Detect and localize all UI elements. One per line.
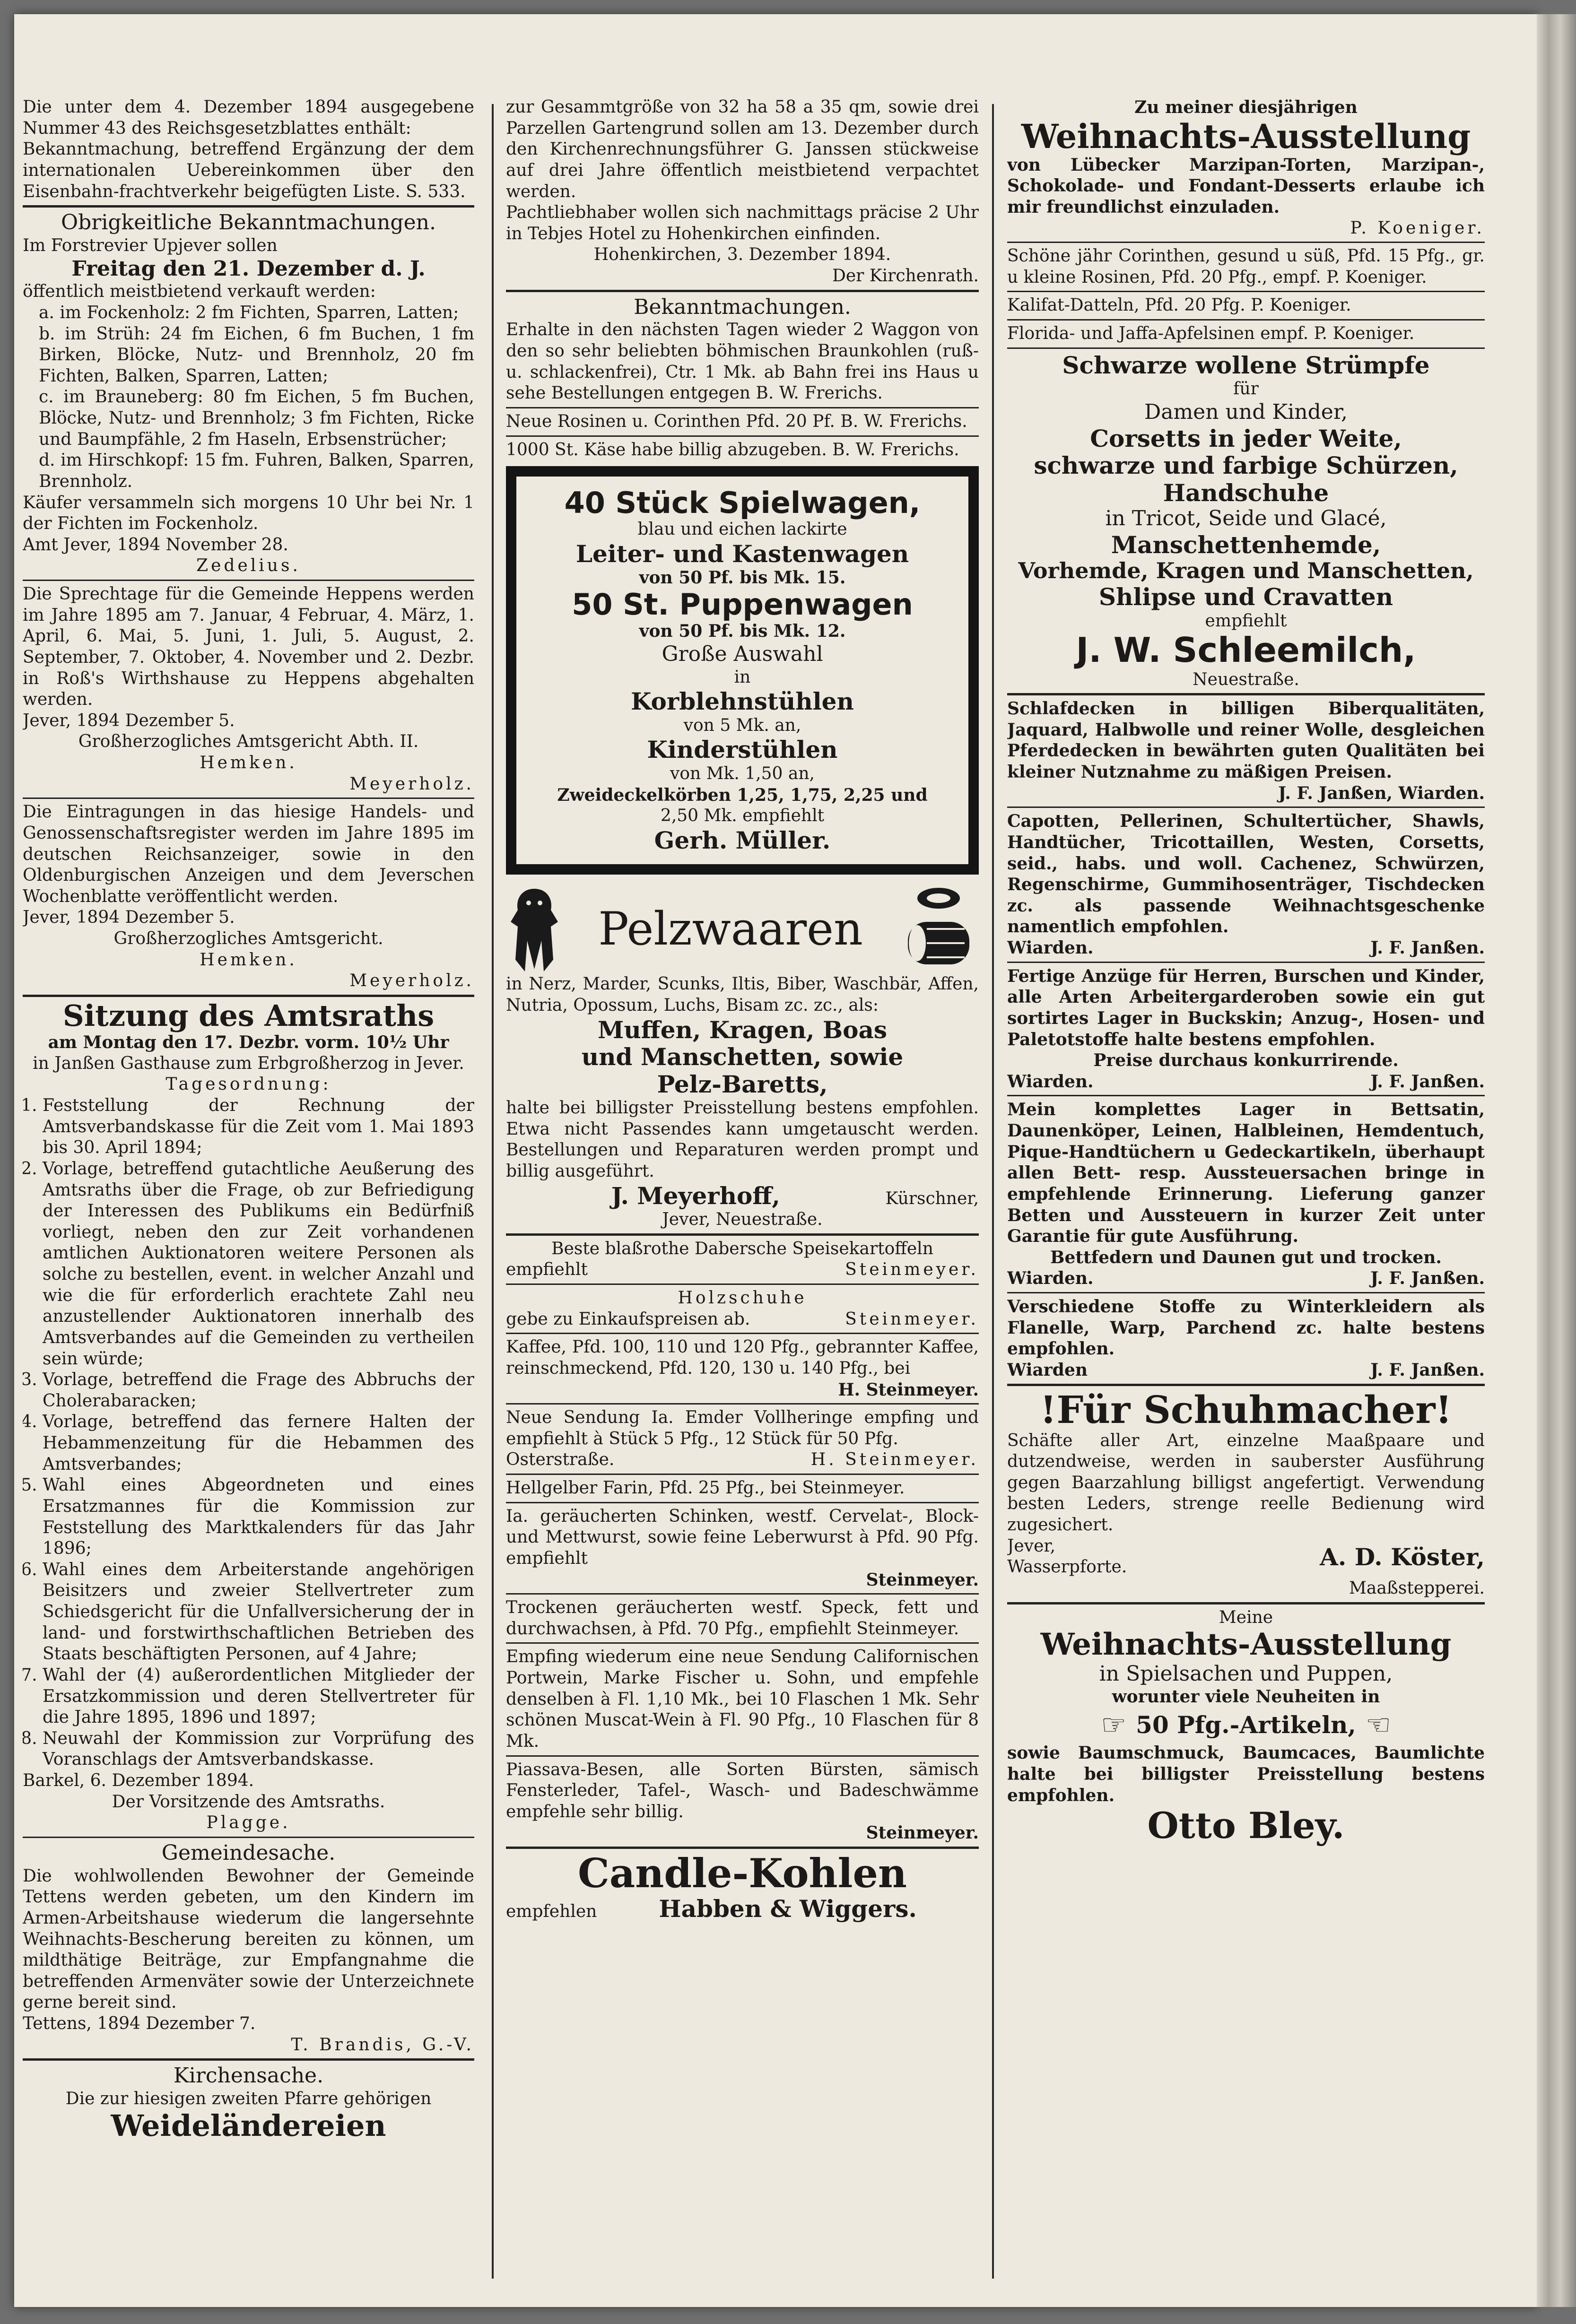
obr-meet: Käufer versammeln sich morgens 10 Uhr bei Nr. 1 der Fichten im Fockenholz.	[23, 493, 474, 534]
obr-item-list	[23, 303, 474, 493]
meyerhoff-address: Jever, Neuestraße.	[662, 1210, 823, 1230]
spielwagen-sub: blau und eichen lackirte	[637, 520, 847, 539]
schuhmacher-text: Schäfte aller Art, einzelne Maaßpaare und dutzendweise, werden in sauberster Ausführung gegen Baarzahlung billigst angefertigt. Verwendung besten Leders, strenge reelle Bedienung wird zugesichert.	[1007, 1431, 1485, 1535]
struempfe-headline: Schwarze wollene Strümpfe	[1062, 351, 1430, 379]
gemeindesache-place: Tettens, 1894 Dezember 7.	[23, 2014, 256, 2034]
janssen-sign-5: J. F. Janßen.	[1370, 1360, 1485, 1380]
sprechtage-sign-2: Meyerholz.	[349, 774, 474, 794]
koeniger-intro: Zu meiner diesjährigen	[1134, 97, 1358, 117]
stoffe-row	[1007, 1360, 1485, 1381]
janssen-sign-1: J. F. Janßen, Wiarden.	[1278, 783, 1485, 803]
eintragungen-sign-1: Hemken.	[200, 950, 297, 970]
weide-continuation: zur Gesammtgröße von 32 ha 58 a 35 qm, sowie drei Parzellen Gartengrund sollen am 13. Dezember durch den Kirchenrechnungsführer G. Janssen stückweise auf drei Jahre öffentlich meistbietend verpachtet werden.	[506, 97, 979, 201]
capotten-text: Capotten, Pellerinen, Schultertücher, Shawls, Handtücher, Tricottaillen, Westen, Corsetts, seid., habs. und woll. Cachenez, Schwürzen, Regenschirme, Gummihosenträger, Tischdecken zc. als passende Weihnachtsgeschenke namentlich empfohlen.	[1007, 811, 1485, 937]
bettfedern-text: Bettfedern und Daunen gut und trocken.	[1050, 1247, 1442, 1267]
handschuhe-material: in Tricot, Seide und Glacé,	[1105, 506, 1387, 531]
pelz-signature-row	[506, 1182, 979, 1210]
candle-kohlen-headline: Candle-Kohlen	[578, 1850, 907, 1897]
divider	[506, 407, 979, 408]
holzschuhe-text: gebe zu Einkaufspreisen ab.	[506, 1309, 750, 1329]
bley-neuheiten: worunter viele Neuheiten in	[1112, 1687, 1380, 1707]
schinken-text: Ia. geräucherten Schinken, westf. Cervelat-, Block- und Mettwurst, sowie feine Leberwurst à Pfd. 90 Pfg. empfiehlt	[506, 1506, 979, 1568]
korblehn-price: von 5 Mk. an,	[683, 715, 801, 735]
anzuege-place: Wiarden.	[1007, 1071, 1094, 1092]
anzuege-preise: Preise durchaus konkurrirende.	[1093, 1050, 1399, 1071]
obr-sign: Zedelius.	[196, 556, 301, 576]
divider	[23, 580, 474, 581]
page-edge	[1537, 14, 1576, 2307]
datteln-line: Kalifat-Datteln, Pfd. 20 Pfg. P. Koeniger.	[1007, 295, 1351, 315]
janssen-sign-2: J. F. Janßen.	[1370, 938, 1485, 958]
pelz-terms: halte bei billigster Preisstellung bestens empfohlen. Etwa nicht Passendes kann umgetauscht werden. Bestellungen und Reparaturen werden prompt und billig ausgeführt.	[506, 1098, 979, 1181]
kaffee-text: Kaffee, Pfd. 100, 110 und 120 Pfg., gebrannter Kaffee, reinschmeckend, Pfd. 120, 130 u. 140 Pfg., bei	[506, 1337, 979, 1378]
weide-pacht: Pachtliebhaber wollen sich nachmittags präcise 2 Uhr in Tebjes Hotel zu Hohenkirchen einfinden.	[506, 203, 979, 243]
gemeindesache-title: Gemeindesache.	[161, 1840, 336, 1865]
damen-kinder: Damen und Kinder,	[1144, 399, 1348, 424]
divider	[506, 1283, 979, 1285]
bettsatin-row	[1007, 1268, 1485, 1289]
bley-baumschmuck: sowie Baumschmuck, Baumcaces, Baumlichte halte bei billigster Preisstellung bestens empfohlen.	[1007, 1743, 1485, 1805]
divider	[23, 798, 474, 799]
korblehnstuehle-headline: Korblehnstühlen	[631, 687, 854, 716]
schlafdecken-text: Schlafdecken in billigen Biberqualitäten, Jaquard, Halbwolle und reiner Wolle, desgleichen Pferdedecken in bewährten guten Qualitäten bei kleiner Nutznahme zu mäßigen Preisen.	[1007, 699, 1485, 782]
schleemilch-address: Neuestraße.	[1193, 669, 1299, 689]
agenda-item: 1. Feststellung der Rechnung der Amtsverbandskasse für die Zeit vom 1. Mai 1893 bis 30. April 1894;	[43, 1095, 474, 1159]
section-title-obrigkeitliche: Obrigkeitliche Bekanntmachungen.	[61, 210, 436, 235]
anzuege-text: Fertige Anzüge für Herren, Burschen und Kinder, alle Arten Arbeitergarderoben sowie ein gut sortirtes Lager in Buckskin; Anzug-, Hosen- und Paletotstoffe halte bestens empfohlen.	[1007, 966, 1485, 1049]
habben-wiggers-sign: Habben & Wiggers.	[659, 1895, 917, 1923]
janssen-sign-3: J. F. Janßen.	[1370, 1071, 1485, 1092]
kirchensache-title: Kirchensache.	[173, 2064, 324, 2088]
column-rule	[492, 104, 494, 2279]
divider	[506, 290, 979, 292]
column-left	[23, 97, 474, 2262]
reichsgesetzblatt-notice	[23, 97, 474, 202]
obr-intro: öffentlich meistbietend verkauft werden:	[23, 282, 376, 302]
obr-item: c. im Brauneberg: 80 fm Eichen, 5 fm Buchen, Blöcke, Nutz- und Brennholz; 3 fm Fichten, Ricke und Baumpfähle, 2 fm Haseln, Erbsenstrücher;	[39, 387, 474, 449]
heringe-text: Neue Sendung Ia. Emder Vollheringe empfing und empfiehlt à Stück 5 Pfg., 12 Stück für 50 Pfg.	[506, 1408, 979, 1448]
speck-text: Trockenen geräucherten westf. Speck, fett und durchwachsen, à Pfd. 70 Pfg., empfiehlt Steinmeyer.	[506, 1598, 979, 1639]
divider	[506, 1642, 979, 1644]
divider	[506, 1403, 979, 1405]
divider	[506, 435, 979, 437]
fur-muff-icon	[898, 884, 979, 974]
agenda-item: 6. Wahl eines dem Arbeiterstande angehörigen Beisitzers und zweier Stellvertreter zum Schiedsgericht für die Unfallversicherung der in land- und forstwirthschaftlichen Betrieben des Staats beschäftigten Personen, auf 4 Jahre;	[43, 1560, 474, 1665]
amtsrath-when: am Montag den 17. Dezbr. vorm. 10½ Uhr	[48, 1032, 449, 1053]
divider	[506, 1593, 979, 1595]
rosinen-line: Neue Rosinen u. Corinthen Pfd. 20 Pf. B. W. Frerichs.	[506, 411, 967, 431]
amtsrath-chair: Der Vorsitzende des Amtsraths.	[112, 1792, 385, 1812]
koester-sign: A. D. Köster,	[1320, 1543, 1485, 1571]
manschettenhemde-headline: Manschettenhemde,	[1111, 530, 1381, 559]
stoffe-place: Wiarden	[1007, 1360, 1088, 1380]
meyerhoff-sign: J. Meyerhoff,	[611, 1181, 780, 1210]
divider	[1007, 693, 1485, 695]
obr-item: d. im Hirschkopf: 15 fm. Fuhren, Balken, Sparren, Brennholz.	[39, 451, 474, 491]
vorhemde-headline: Vorhemde, Kragen und Manschetten,	[1018, 558, 1474, 584]
koester-place: Jever,	[1007, 1536, 1056, 1556]
bley-spielsachen: in Spielsachen und Puppen,	[1099, 1661, 1393, 1686]
capotten-row	[1007, 937, 1485, 959]
koerbe-price: Zweideckelkörben 1,25, 1,75, 2,25 und	[557, 785, 928, 805]
sprechtage-court: Großherzogliches Amtsgericht Abth. II.	[78, 732, 419, 752]
schinken-sign: Steinmeyer.	[866, 1570, 979, 1590]
pelz-materials: in Nerz, Marder, Scunks, Iltis, Biber, Waschbär, Affen, Nutria, Opossum, Luchs, Bisam zc. zc., als:	[506, 974, 979, 1015]
divider	[506, 1333, 979, 1334]
divider	[1007, 319, 1485, 321]
pelzwaaren-title: Pelzwaaren	[598, 902, 863, 956]
sprechtage-sign-1: Hemken.	[200, 753, 297, 773]
puppenwagen-price: von 50 Pf. bis Mk. 12.	[639, 621, 846, 642]
koester-place-2: Wasserpforte.	[1007, 1557, 1127, 1577]
schleemilch-sign: J. W. Schleemilch,	[1076, 630, 1416, 670]
obr-date: Freitag den 21. Dezember d. J.	[71, 256, 426, 281]
eintragungen-court: Großherzogliches Amtsgericht.	[113, 929, 383, 949]
agenda-item: 8. Neuwahl der Kommission zur Vorprüfung des Voranschlags der Amtsverbandskasse.	[43, 1728, 474, 1770]
divider	[506, 1233, 979, 1236]
schuerzen-headline: schwarze und farbige Schürzen,	[1034, 451, 1458, 480]
heringe-address: Osterstraße.	[506, 1450, 615, 1470]
capotten-place: Wiarden.	[1007, 938, 1094, 958]
bley-sign: Otto Bley.	[1147, 1804, 1345, 1847]
reichs-line-2: Bekanntmachung, betreffend Ergänzung der dem internationalen Uebereinkommen über den Eisenbahn-frachtverkehr beigefügten Liste. S. 533.	[23, 139, 474, 201]
pointing-hand-left-icon: ☞	[1365, 1708, 1391, 1742]
pelz-header	[506, 884, 979, 974]
farin-text: Hellgelber Farin, Pfd. 25 Pfg., bei Steinmeyer.	[506, 1478, 905, 1498]
kirchensache-sub: Die zur hiesigen zweiten Pfarre gehörigen	[65, 2089, 432, 2109]
divider	[1007, 1602, 1485, 1604]
kinderstuehle-price: von Mk. 1,50 an,	[670, 763, 815, 783]
obr-place: Amt Jever, 1894 November 28.	[23, 535, 288, 555]
besen-text: Piassava-Besen, alle Sorten Bürsten, sämisch Fensterleder, Tafel-, Wasch- und Badeschwämme empfehle sehr billig.	[506, 1760, 979, 1821]
pelz-headline-1: Muffen, Kragen, Boas	[597, 1015, 887, 1044]
holzschuhe-sign: Steinmeyer.	[845, 1309, 979, 1329]
newspaper-page	[14, 14, 1537, 2307]
reichs-line-1: Die unter dem 4. Dezember 1894 ausgegebene Nummer 43 des Reichsgesetzblattes enthält:	[23, 97, 474, 138]
bekanntmachungen-title: Bekanntmachungen.	[634, 295, 851, 319]
gemeindesache-sign: T. Brandis, G.-V.	[291, 2035, 474, 2055]
kartoffeln-empfiehlt: empfiehlt	[506, 1260, 588, 1280]
anzuege-row	[1007, 1071, 1485, 1093]
apfelsinen-line: Florida- und Jaffa-Apfelsinen empf. P. Koeniger.	[1007, 324, 1415, 343]
schuhmacher-headline: !Für Schuhmacher!	[1040, 1387, 1452, 1432]
corsetts-headline: Corsetts in jeder Weite,	[1090, 424, 1402, 452]
koester-row	[1007, 1536, 1485, 1578]
koeniger-text: von Lübecker Marzipan-Torten, Marzipan-, Schokolade- und Fondant-Desserts erlaube ich mir freundlichst einzuladen.	[1007, 155, 1485, 217]
bley-meine: Meine	[1219, 1607, 1273, 1627]
agenda-item: 4. Vorlage, betreffend das fernere Halten der Hebammenzeitung für die Hebammen des Amtsverbandes;	[43, 1412, 474, 1475]
koeniger-weihnachts-title: Weihnachts-Ausstellung	[1021, 116, 1471, 156]
kartoffeln-row	[506, 1259, 979, 1281]
braunkohlen-text: Erhalte in den nächsten Tagen wieder 2 Waggon von den so sehr beliebten böhmischen Braunkohlen (ruß- u. schlackenfrei), Ctr. 1 Mk. ab Bahn frei ins Haus u sehe Bestellungen entgegen B. W. Frerichs.	[506, 320, 979, 403]
divider	[1007, 1292, 1485, 1293]
heringe-sign: H. Steinmeyer.	[810, 1450, 979, 1470]
column-right	[1007, 97, 1485, 2262]
in-label: in	[734, 667, 751, 687]
agenda-item: 5. Wahl eines Abgeordneten und eines Ersatzmannes für die Kommission zur Feststellung des Marktkalenders für das Jahr 1896;	[43, 1475, 474, 1560]
kirchensache-headline: Weideländereien	[111, 2108, 386, 2143]
eintragungen-sign-2: Meyerholz.	[349, 971, 474, 991]
corinthen-line: Schöne jähr Corinthen, gesund u süß, Pfd. 15 Pfg., gr. u kleine Rosinen, Pfd. 20 Pfg., empf. P. Koeniger.	[1007, 246, 1485, 287]
amtsrath-agenda-list	[23, 1095, 474, 1770]
puppenwagen-headline: 50 St. Puppenwagen	[572, 587, 913, 622]
koeniger-sign: P. Koeniger.	[1350, 218, 1485, 238]
pointing-hand-right-icon: ☞	[1101, 1708, 1127, 1742]
shlipse-headline: Shlipse und Cravatten	[1098, 583, 1393, 611]
kartoffeln-text: Beste blaßrothe Dabersche Speisekartoffeln	[551, 1239, 933, 1258]
koester-role: Maaßstepperei.	[1349, 1578, 1485, 1598]
amtsrath-sign: Plagge.	[206, 1813, 291, 1833]
meyerhoff-role: Kürschner,	[885, 1188, 979, 1208]
divider	[1007, 1095, 1485, 1096]
divider	[23, 205, 474, 208]
koerbe-price-2: 2,50 Mk. empfiehlt	[660, 806, 825, 826]
divider	[23, 2058, 474, 2061]
weide-place: Hohenkirchen, 3. Dezember 1894.	[593, 245, 891, 265]
kartoffeln-sign: Steinmeyer.	[845, 1260, 979, 1280]
divider	[506, 1755, 979, 1757]
portwein-text: Empfing wiederum eine neue Sendung Californischen Portwein, Marke Fischer u. Sohn, und empfehle denselben à Fl. 1,10 Mk., bei 10 Flaschen 1 Mk. Sehr schönen Muscat-Wein à Fl. 90 Pfg., 10 Flaschen für 8 Mk.	[506, 1647, 979, 1751]
divider	[1007, 806, 1485, 808]
janssen-sign-4: J. F. Janßen.	[1370, 1268, 1485, 1289]
kastenwagen-headline: Leiter- und Kastenwagen	[575, 539, 909, 568]
amtsrath-place: Barkel, 6. Dezember 1894.	[23, 1771, 254, 1791]
obr-sub: Im Forstrevier Upjever sollen	[23, 235, 278, 255]
amtsrath-where: in Janßen Gasthause zum Erbgroßherzog in Jever.	[33, 1053, 464, 1073]
kaese-line: 1000 St. Käse habe billig abzugeben. B. W. Frerichs.	[506, 440, 959, 460]
agenda-item: 3. Vorlage, betreffend die Frage des Abbruchs der Cholerabaracken;	[43, 1370, 474, 1412]
kastenwagen-price: von 50 Pf. bis Mk. 15.	[639, 568, 846, 588]
spielwagen-ad-box	[506, 466, 979, 875]
bley-artikel: 50 Pfg.-Artikeln,	[1136, 1711, 1356, 1739]
eintragungen-text: Die Eintragungen in das hiesige Handels- und Genossenschaftsregister werden im Jahre 1895 im deutschen Reichsanzeiger, sowie in den Oldenburgischen Anzeigen und dem Jeverschen Wochenblatte veröffentlicht werden.	[23, 802, 474, 906]
weide-sign: Der Kirchenrath.	[832, 266, 979, 286]
divider	[1007, 962, 1485, 963]
divider	[23, 1837, 474, 1838]
bley-artikel-row	[1007, 1708, 1485, 1743]
pelz-headline-2: und Manschetten, sowie	[581, 1043, 904, 1071]
column-middle	[506, 97, 979, 2262]
koester-place-block	[1007, 1536, 1127, 1578]
divider	[1007, 347, 1485, 349]
obr-item: a. im Fockenholz: 2 fm Fichten, Sparren, Latten;	[39, 303, 459, 322]
auswahl-label: Große Auswahl	[662, 642, 823, 666]
mueller-sign: Gerh. Müller.	[654, 826, 831, 854]
besen-sign: Steinmeyer.	[866, 1823, 979, 1843]
bley-weihnachts-title: Weihnachts-Ausstellung	[1040, 1627, 1452, 1663]
divider	[1007, 291, 1485, 292]
divider	[506, 1502, 979, 1503]
amtsrath-agenda-heading: Tagesordnung:	[165, 1075, 331, 1094]
divider	[506, 1474, 979, 1475]
candle-empfehlen: empfehlen	[506, 1902, 597, 1922]
amtsrath-title: Sitzung des Amtsraths	[62, 998, 435, 1033]
bettsatin-text: Mein komplettes Lager in Bettsatin, Daunenköper, Leinen, Halbleinen, Hemdentuch, Pique-Handtüchern u Gedeckartikeln, überhaupt allen Bett- resp. Aussteuersachen bringe in empfehlende Erinnerung. Lieferung ganzer Betten und Aussteuern in kurzer Zeit unter Garantie für gute Ausführung.	[1007, 1100, 1485, 1247]
heringe-row	[506, 1449, 979, 1471]
bettsatin-place: Wiarden.	[1007, 1268, 1094, 1289]
column-rule	[992, 104, 994, 2279]
divider	[1007, 242, 1485, 243]
struempfe-fur: für	[1233, 379, 1259, 399]
handschuhe-headline: Handschuhe	[1163, 478, 1329, 507]
sprechtage-place: Jever, 1894 Dezember 5.	[23, 711, 235, 730]
holzschuhe-title: Holzschuhe	[678, 1288, 807, 1308]
kaffee-sign: H. Steinmeyer.	[838, 1379, 979, 1400]
holzschuhe-row	[506, 1309, 979, 1330]
pelz-headline-3: Pelz-Baretts,	[657, 1070, 828, 1098]
agenda-item: 7. Wahl der (4) außerordentlichen Mitglieder der Ersatzkommission und deren Stellvertreter für die Jahre 1895, 1896 und 1897;	[43, 1665, 474, 1728]
gemeindesache-text: Die wohlwollenden Bewohner der Gemeinde Tettens werden gebeten, um den Kindern im Armen-Arbeitshause wiederum die langersehnte Weihnachts-Bescherung bereiten zu können, um mildthätige Beiträge, zur Empfangnahme die betreffenden Armenväter sowie der Unterzeichnete gerne bereit sind.	[23, 1866, 474, 2012]
fur-pelt-icon	[506, 884, 563, 974]
sprechtage-text: Die Sprechtage für die Gemeinde Heppens werden im Jahre 1895 am 7. Januar, 4 Februar, 4. März, 1. April, 6. Mai, 5. Juni, 1. Juli, 5. August, 2. September, 7. Oktober, 4. November und 2. Dezbr. in Roß's Wirthshause zu Heppens abgehalten werden.	[23, 584, 474, 710]
divider	[1007, 1384, 1485, 1386]
eintragungen-place: Jever, 1894 Dezember 5.	[23, 908, 235, 928]
spielwagen-headline: 40 Stück Spielwagen,	[564, 486, 921, 520]
schleemilch-empfiehlt: empfiehlt	[1205, 611, 1287, 631]
kinderstuehle-headline: Kinderstühlen	[647, 736, 838, 764]
divider	[23, 995, 474, 997]
agenda-item: 2. Vorlage, betreffend gutachtliche Aeußerung des Amtsraths über die Frage, ob zur Befriedigung der Interessen des Publikums ein Bedürfniß vorliegt, neben den zur Zeit vorhandenen amtlichen Auktionatoren weitere Personen als solche zu bestellen, event. in welcher Anzahl und wie die für erforderlich erachtete Zahl neu anzustellender Auktionatoren innerhalb des Amtsverbandes auf die Gemeinden zu vertheilen sein würde;	[43, 1159, 474, 1370]
obr-item: b. im Strüh: 24 fm Eichen, 6 fm Buchen, 1 fm Birken, Blöcke, Nutz- und Brennholz, 20 fm Fichten, Balken, Sparren, Latten;	[39, 324, 474, 386]
candle-row	[506, 1895, 979, 1923]
stoffe-text: Verschiedene Stoffe zu Winterkleidern als Flanelle, Warp, Parchend zc. halte bestens empfohlen.	[1007, 1297, 1485, 1359]
divider	[506, 1847, 979, 1849]
